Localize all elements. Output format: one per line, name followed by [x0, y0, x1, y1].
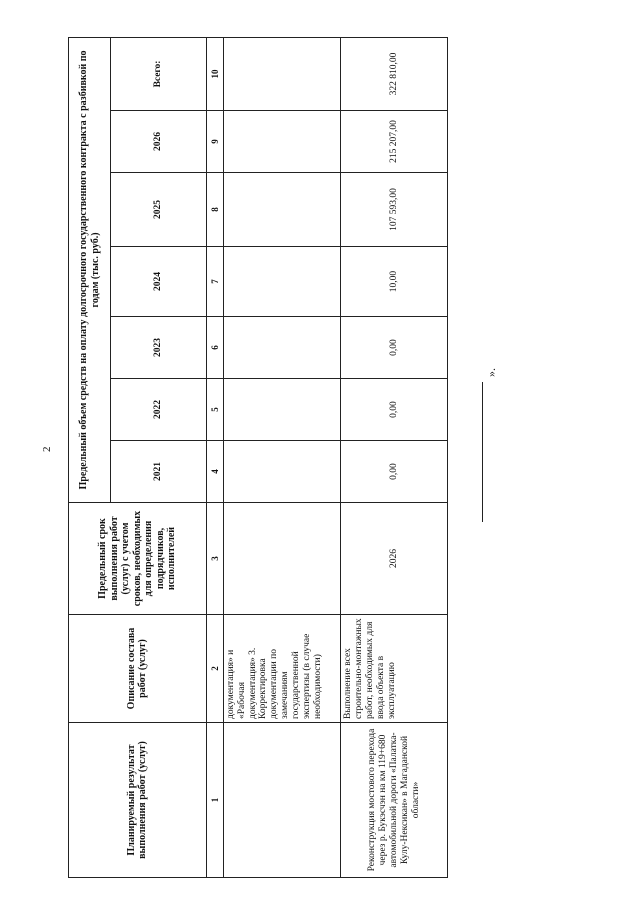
row2-value-total: 322 810,00 [341, 37, 448, 110]
contract-table [68, 37, 448, 878]
row2-description: Выполнение всех строительно-монтажных работ, необходимых для ввода объекта в эксплуатацию [341, 615, 448, 723]
col-number: 5 [206, 379, 223, 441]
page-number: 2 [41, 446, 53, 452]
row2-value-2026: 215 207,00 [341, 111, 448, 173]
row2-value-2023: 0,00 [341, 317, 448, 379]
header-total: Всего: [111, 37, 206, 110]
header-year-2026: 2026 [111, 111, 206, 173]
col-number: 3 [206, 503, 223, 615]
closing-quote: ». [484, 368, 498, 377]
col-number: 10 [206, 37, 223, 110]
col-number: 6 [206, 317, 223, 379]
header-year-2022: 2022 [111, 379, 206, 441]
row2-deadline: 2026 [341, 503, 448, 615]
header-deadline: Предельный срок выполнения работ (услуг) с учетом сроков, необходимых для определения подрядчиков, исполнителей [69, 503, 207, 615]
col-number: 4 [206, 441, 223, 503]
row1-value [223, 111, 341, 173]
header-funding-group: Предельный объем средств на оплату долгосрочного государственного контракта с разбивкой по годам (тыс. руб.) [69, 37, 111, 502]
contract-table-rotated [68, 38, 448, 878]
col-number: 1 [206, 723, 223, 878]
col-number: 9 [206, 111, 223, 173]
row1-value [223, 173, 341, 247]
row1-result [223, 723, 341, 878]
header-year-2023: 2023 [111, 317, 206, 379]
header-planned-result: Планируемый результат выполнения работ (услуг) [69, 723, 207, 878]
signature-line [482, 382, 483, 522]
table-row [223, 37, 341, 877]
row2-value-2025: 107 593,00 [341, 173, 448, 247]
header-year-2025: 2025 [111, 173, 206, 247]
col-number: 2 [206, 615, 223, 723]
row1-value [223, 441, 341, 503]
row2-value-2024: 10,00 [341, 247, 448, 317]
row2-value-2022: 0,00 [341, 379, 448, 441]
row2-result: Реконструкция мостового перехода через р. Букэсчэн на км 119+680 автомобильной дороги «Палатка-Кулу-Нексикан» в Магаданской области» [341, 723, 448, 878]
row1-value [223, 317, 341, 379]
row1-value [223, 247, 341, 317]
col-number: 7 [206, 247, 223, 317]
col-number: 8 [206, 173, 223, 247]
row1-deadline [223, 503, 341, 615]
row2-value-2021: 0,00 [341, 441, 448, 503]
row1-value [223, 37, 341, 110]
row1-value [223, 379, 341, 441]
header-year-2021: 2021 [111, 441, 206, 503]
header-work-description: Описание состава работ (услуг) [69, 615, 207, 723]
row1-description: документация» и «Рабочая документация» 3. Корректировка документации по замечаниям государственной экспертизы (в случае необходимости) [223, 615, 341, 723]
header-year-2024: 2024 [111, 247, 206, 317]
table-row [341, 37, 448, 877]
